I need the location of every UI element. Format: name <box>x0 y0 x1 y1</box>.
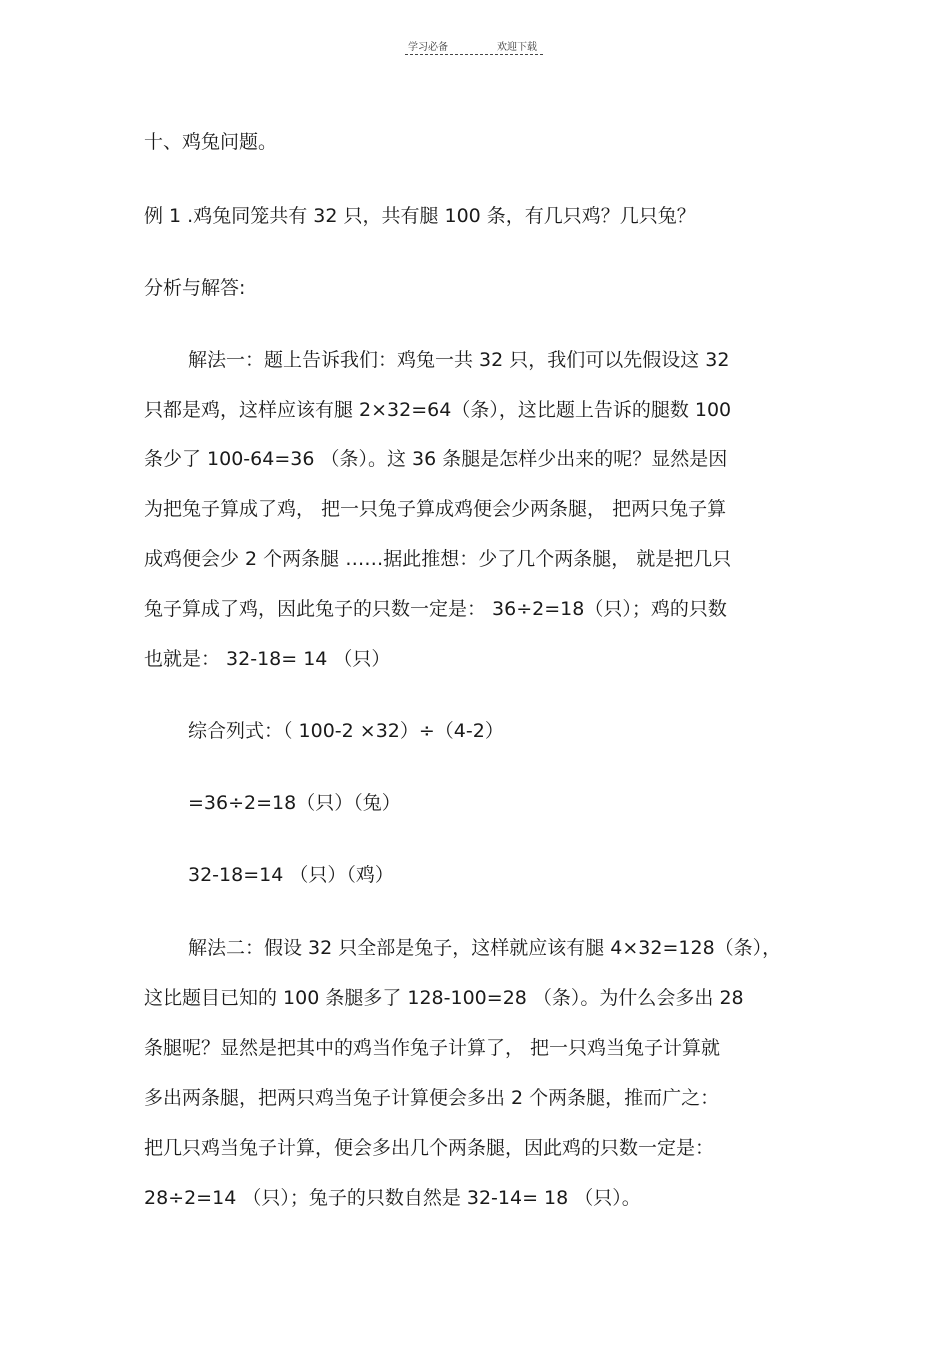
header-right-text: 欢迎下载 <box>497 42 537 53</box>
method1-line: 为把兔子算成了鸡， 把一只兔子算成鸡便会少两条腿， 把两只兔子算 <box>144 498 727 520</box>
header-left-text: 学习必备 <box>408 42 448 53</box>
method2-line: 解法二：假设 32 只全部是兔子，这样就应该有腿 4×32=128（条）， <box>188 937 782 959</box>
formula-line: =36÷2=18（只）（兔） <box>188 792 401 814</box>
method1-line: 兔子算成了鸡，因此兔子的只数一定是： 36÷2=18（只）；鸡的只数 <box>144 598 727 620</box>
section-title: 十、鸡兔问题。 <box>144 131 278 153</box>
method2-line: 条腿呢？显然是把其中的鸡当作兔子计算了， 把一只鸡当兔子计算就 <box>144 1037 721 1059</box>
method1-line: 也就是： 32-18= 14 （只） <box>144 648 391 670</box>
method1-line: 条少了 100-64=36 （条）。这 36 条腿是怎样少出来的呢？显然是因 <box>144 448 728 470</box>
method2-line: 多出两条腿，把两只鸡当兔子计算便会多出 2 个两条腿，推而广之： <box>144 1087 720 1109</box>
method2-line: 这比题目已知的 100 条腿多了 128-100=28 （条）。为什么会多出 28 <box>144 987 744 1009</box>
formula-line: 综合列式：（ 100-2 ×32）÷（4-2） <box>188 720 504 742</box>
method1-line: 解法一：题上告诉我们：鸡兔一共 32 只，我们可以先假设这 32 <box>188 349 730 371</box>
formula-line: 32-18=14 （只）（鸡） <box>188 864 394 886</box>
method2-line: 28÷2=14 （只）；兔子的只数自然是 32-14= 18 （只）。 <box>144 1187 641 1209</box>
analysis-label: 分析与解答: <box>144 277 246 299</box>
example-question: 例 1 .鸡兔同笼共有 32 只，共有腿 100 条，有几只鸡？几只兔？ <box>144 205 696 227</box>
method1-line: 只都是鸡，这样应该有腿 2×32=64（条），这比题上告诉的腿数 100 <box>144 399 732 421</box>
method2-line: 把几只鸡当兔子计算，便会多出几个两条腿，因此鸡的只数一定是： <box>144 1137 715 1159</box>
method1-line: 成鸡便会少 2 个两条腿 ……据此推想：少了几个两条腿， 就是把几只 <box>144 548 732 570</box>
header-divider <box>405 54 543 55</box>
